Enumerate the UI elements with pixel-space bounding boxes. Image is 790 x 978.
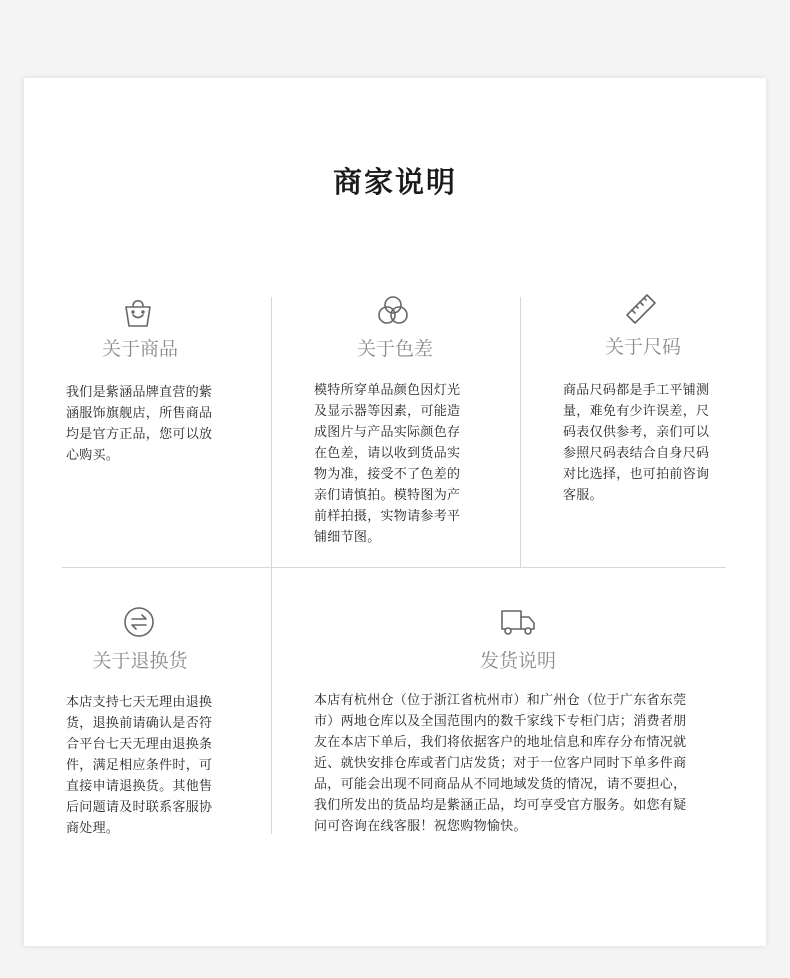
divider-vertical-3 [271,568,272,834]
shopping-bag-icon [123,296,153,328]
section-title-size: 关于尺码 [604,336,681,358]
page-title: 商家说明 [332,165,457,199]
section-body-shipping: 本店有杭州仓（位于浙江省杭州市）和广州仓（位于广东省东莞 市）两地仓库以及全国范围内的数千家线下专柜门店；消费者朋 友在本店下单后，我们将依据客户的地址信息和库存分布情况就 近、就快安排仓库或者门店发货；对于一位客户同时下单多件商 品，可能会出现不同商品从不同地域发货的情况，请不要担心， 我们所发出的货品均是紫涵正品，均可享受官方服务。如您有疑 问可咨询在线客服！祝您购物愉快。 [314,693,687,834]
exchange-icon [122,605,156,639]
ruler-icon [624,292,658,326]
section-body-color: 模特所穿单品颜色因灯光 及显示器等因素，可能造 成图片与产品实际颜色存 在色差，请以收到货品实 物为准，接受不了色差的 亲们请慎拍。模特图为产 前样拍摄，实物请参考平 铺细节图。 [314,383,461,545]
section-title-returns: 关于退换货 [92,650,188,672]
section-title-products: 关于商品 [101,338,178,360]
section-body-products: 我们是紫涵品牌直营的紫 涵服饰旗舰店，所售商品 均是官方正品，您可以放 心购买。 [66,385,213,463]
delivery-truck-icon [499,607,537,637]
divider-horizontal [62,567,726,568]
divider-vertical-2 [520,297,521,567]
section-body-returns: 本店支持七天无理由退换 货，退换前请确认是否符 合平台七天无理由退换条 件，满足相应条件时，可 直接申请退换货。其他售 后问题请及时联系客服协 商处理。 [66,695,213,836]
divider-vertical-1 [271,297,272,567]
section-title-color: 关于色差 [356,338,433,360]
section-title-shipping: 发货说明 [479,650,556,672]
color-circles-icon [376,294,410,328]
section-body-size: 商品尺码都是手工平铺测 量，难免有少许误差，尺 码表仅供参考，亲们可以 参照尺码表结合自身尺码 对比选择，也可拍前咨询 客服。 [563,383,710,503]
